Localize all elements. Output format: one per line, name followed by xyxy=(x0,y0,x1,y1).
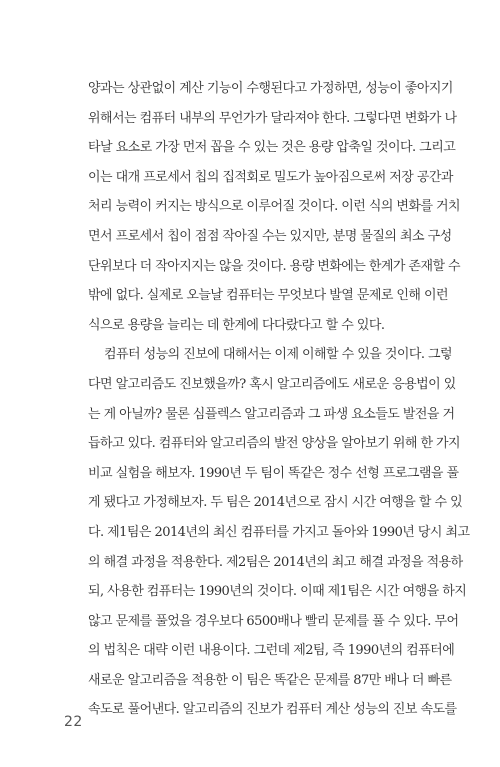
body-text xyxy=(88,74,470,725)
text-line: 게 됐다고 가정해보자. 두 팀은 2014년으로 잠시 시간 여행을 할 수 있 xyxy=(88,495,463,511)
text-line: 는 게 아닐까? 물론 심플렉스 알고리즘과 그 파생 요소들도 발전을 거 xyxy=(88,406,455,422)
text-line: 의 해결 과정을 적용한다. 제2팀은 2014년의 최고 해결 과정을 적용하 xyxy=(88,554,463,570)
text-line: 비교 실험을 해보자. 1990년 두 팀이 똑같은 정수 선형 프로그램을 풀 xyxy=(88,465,459,481)
text-line: 단위보다 더 작아지지는 않을 것이다. 용량 변화에는 한계가 존재할 수 xyxy=(88,258,461,274)
text-line: 되, 사용한 컴퓨터는 1990년의 것이다. 이때 제1팀은 시간 여행을 하지 xyxy=(88,584,467,600)
text-line: 컴퓨터 성능의 진보에 대해서는 이제 이해할 수 있을 것이다. 그렇 xyxy=(104,347,453,363)
text-line: 처리 능력이 커지는 방식으로 이루어질 것이다. 이런 식의 변화를 거치 xyxy=(88,199,461,215)
text-line: 새로운 알고리즘을 적용한 이 팀은 똑같은 문제를 87만 배나 더 빠른 xyxy=(88,672,452,688)
text-line: 식으로 용량을 늘리는 데 한계에 다다랐다고 할 수 있다. xyxy=(88,317,385,333)
text-line: 타날 요소로 가장 먼저 꼽을 수 있는 것은 용량 압축일 것이다. 그리고 xyxy=(88,140,456,156)
text-line: 다면 알고리즘도 진보했을까? 혹시 알고리즘에도 새로운 응용법이 있 xyxy=(88,376,456,392)
page-number: 22 xyxy=(64,714,83,730)
text-line: 밖에 없다. 실제로 오늘날 컴퓨터는 무엇보다 발열 문제로 인해 이런 xyxy=(88,288,449,304)
text-line: 면서 프로세서 칩이 점점 작아질 수는 있지만, 분명 물질의 최소 구성 xyxy=(88,228,452,244)
text-line: 않고 문제를 풀었을 경우보다 6500배나 빨리 문제를 풀 수 있다. 무어 xyxy=(88,613,459,629)
text-line: 위해서는 컴퓨터 내부의 무언가가 달라져야 한다. 그렇다면 변화가 나 xyxy=(88,110,457,126)
text-line: 듭하고 있다. 컴퓨터와 알고리즘의 발전 양상을 알아보기 위해 한 가지 xyxy=(88,436,461,452)
text-line: 속도로 풀어낸다. 알고리즘의 진보가 컴퓨터 계산 성능의 진보 속도를 xyxy=(88,702,457,718)
text-line: 다. 제1팀은 2014년의 최신 컴퓨터를 가지고 돌아와 1990년 당시 최고 xyxy=(88,524,470,540)
text-line: 양과는 상관없이 계산 기능이 수행된다고 가정하면, 성능이 좋아지기 xyxy=(88,81,453,96)
text-line: 이는 대개 프로세서 칩의 집적회로 밀도가 높아짐으로써 저장 공간과 xyxy=(88,169,453,185)
text-line: 의 법칙은 대략 이런 내용이다. 그런데 제2팀, 즉 1990년의 컴퓨터에 xyxy=(88,643,455,659)
